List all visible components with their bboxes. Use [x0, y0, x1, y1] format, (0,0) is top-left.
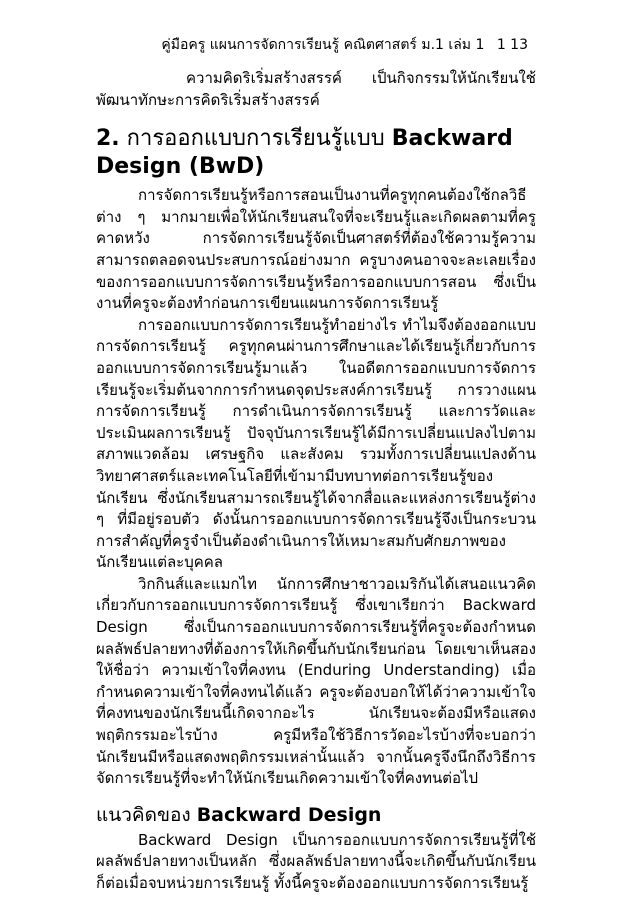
subsection-paragraph: Backward Design เป็นการออกแบบการจัดการเรียนรู้ที่ใช้ผลลัพธ์ปลายทางเป็นหลัก ซึ่งผลลัพธ์ปลายทางนี้จะเกิดขึ้นกับนักเรียนก็ต่อเมื่อจบหน่วยการเรียนรู้ ทั้งนี้ครูจะต้องออกแบบการจัดการเรียนรู้ — [96, 830, 536, 892]
body-paragraph: การออกแบบการจัดการเรียนรู้ทำอย่างไร ทำไมจึงต้องออกแบบการจัดการเรียนรู้ ครูทุกคนผ่านการศึกษาและได้เรียนรู้เกี่ยวกับการออกแบบการจัดการเรียนรู้มาแล้ว ในอดีตการออกแบบการจัดการเรียนรู้จะเริ่มต้นจากการกำหนดจุดประสงค์การเรียนรู้ การวางแผนการจัดการเรียนรู้ การดำเนินการจัดการเรียนรู้ และการวัดและประเมินผลการเรียนรู้ ปัจจุบันการเรียนรู้ได้มีการเปลี่ยนแปลงไปตามสภาพแวดล้อม เศรษฐกิจ และสังคม รวมทั้งการเปลี่ยนแปลงด้านวิทยาศาสตร์และเทคโนโลยีที่เข้ามามีบทบาทต่อการเรียนรู้ของนักเรียน ซึ่งนักเรียนสามารถเรียนรู้ได้จากสื่อและแหล่งการเรียนรู้ต่าง ๆ ที่มีอยู่รอบตัว ดังนั้นการออกแบบการจัดการเรียนรู้จึงเป็นกระบวนการสำคัญที่ครูจำเป็นต้องดำเนินการให้เหมาะสมกับศักยภาพของนักเรียนแต่ละบุคคล — [96, 315, 536, 572]
page-content — [96, 68, 536, 895]
section-number: 2. — [96, 126, 120, 152]
section-title-en: Backward Design (BwD) — [96, 126, 513, 180]
page-number: 1 13 — [496, 37, 528, 53]
intro-paragraph: ความคิดริเริ่มสร้างสรรค์ เป็นกิจกรรมให้นักเรียนใช้พัฒนาทักษะการคิดริเริ่มสร้างสรรค์ — [96, 69, 536, 109]
section-heading — [96, 125, 536, 181]
subsection-title-en: Backward Design — [196, 803, 382, 826]
body-paragraph: วิกกินส์และแมกไท นักการศึกษาชาวอเมริกันได้เสนอแนวคิดเกี่ยวกับการออกแบบการจัดการเรียนรู้ ซึ่งเขาเรียกว่า Backward Design ซึ่งเป็นการออกแบบการจัดการเรียนรู้ที่ครูจะต้องกำหนดผลลัพธ์ปลายทางที่ต้องการให้เกิดขึ้นกับนักเรียนก่อน โดยเขาเห็นสองให้ชื่อว่า ความเข้าใจที่คงทน (Enduring Understanding) เมื่อกำหนดความเข้าใจที่คงทนได้แล้ว ครูจะต้องบอกให้ได้ว่าความเข้าใจที่คงทนของนักเรียนนี้เกิดจากอะไร นักเรียนจะต้องมีหรือแสดงพฤติกรรมอะไรบ้าง ครูมีหรือใช้วิธีการวัดอะไรบ้างที่จะบอกว่านักเรียนมีหรือแสดงพฤติกรรมเหล่านั้นแล้ว จากนั้นครูจึงนึกถึงวิธีการจัดการเรียนรู้ที่จะทำให้นักเรียนเกิดความเข้าใจที่คงทนต่อไป — [96, 574, 536, 788]
subsection-heading — [96, 802, 536, 828]
subsection-title-thai: แนวคิดของ — [96, 803, 191, 826]
page-header — [161, 36, 528, 54]
body-paragraph: การจัดการเรียนรู้หรือการสอนเป็นงานที่ครูทุกคนต้องใช้กลวิธีต่าง ๆ มากมายเพื่อให้นักเรียนสนใจที่จะเรียนรู้และเกิดผลตามที่ครูคาดหวัง การจัดการเรียนรู้จัดเป็นศาสตร์ที่ต้องใช้ความรู้ความสามารถตลอดจนประสบการณ์อย่างมาก ครูบางคนอาจจะละเลยเรื่องของการออกแบบการจัดการเรียนรู้หรือการออกแบบการสอน ซึ่งเป็นงานที่ครูจะต้องทำก่อนการเขียนแผนการจัดการเรียนรู้ — [96, 186, 536, 313]
header-title: คู่มือครู แผนการจัดการเรียนรู้ คณิตศาสตร์ ม.1 เล่ม 1 — [161, 37, 485, 53]
section-title-thai: การออกแบบการเรียนรู้แบบ — [126, 126, 385, 152]
